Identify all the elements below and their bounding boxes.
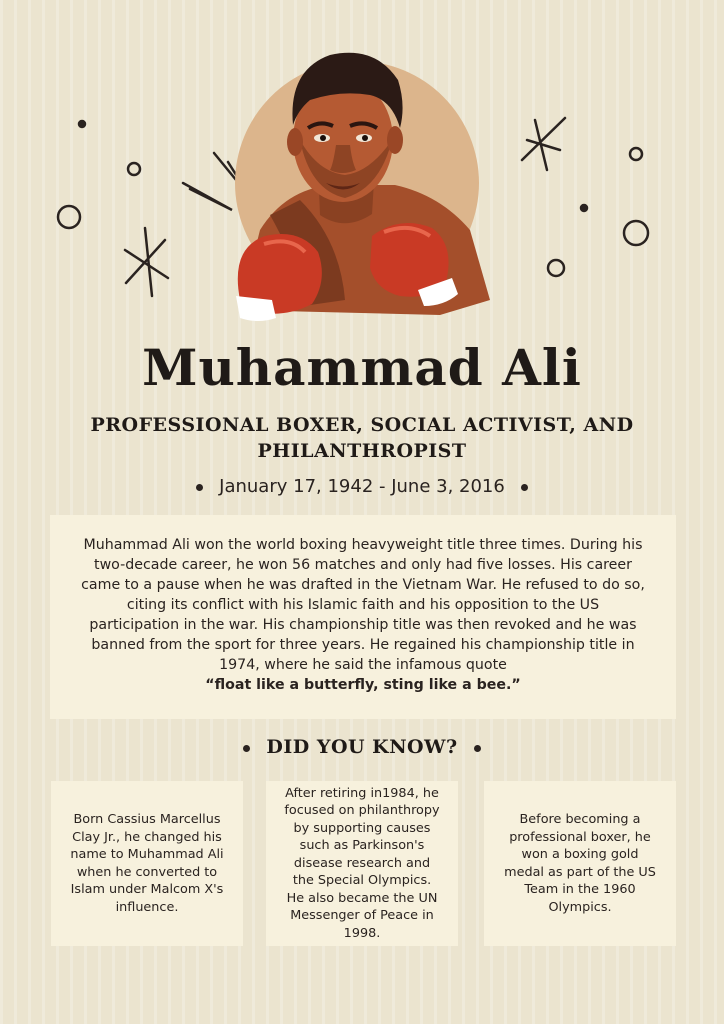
bullet-dot bbox=[196, 484, 203, 491]
person-title: PROFESSIONAL BOXER, SOCIAL ACTIVIST, AND PHILANTHROPIST bbox=[90, 414, 634, 462]
bullet-dot bbox=[243, 745, 250, 752]
fact-text: After retiring in1984, he focused on philanthropy by supporting causes such as Parkinson's disease research and the Special Olympics. He also became the UN Messenger of Peace in 1998. bbox=[284, 785, 440, 941]
did-you-know-heading: DID YOU KNOW? bbox=[266, 736, 458, 758]
bio-quote: “float like a butterfly, sting like a bee.” bbox=[205, 677, 521, 693]
fact-card-2 bbox=[266, 781, 458, 946]
person-name: Muhammad Ali bbox=[142, 338, 582, 397]
portrait-illustration bbox=[0, 0, 724, 340]
life-dates: January 17, 1942 - June 3, 2016 bbox=[219, 476, 505, 497]
fact-card-3 bbox=[484, 781, 676, 946]
did-you-know-heading-row bbox=[0, 736, 724, 758]
bullet-dot bbox=[521, 484, 528, 491]
fact-text: Before becoming a professional boxer, he won a boxing gold medal as part of the US Team in the 1960 Olympics. bbox=[504, 812, 656, 915]
life-dates-row bbox=[0, 476, 724, 497]
bio-card bbox=[50, 515, 676, 719]
fact-card-1 bbox=[51, 781, 243, 946]
fact-text: Born Cassius Marcellus Clay Jr., he changed his name to Muhammad Ali when he converted to Islam under Malcom X's influence. bbox=[70, 812, 224, 915]
bio-text: Muhammad Ali won the world boxing heavyweight title three times. During his two-decade career, he won 56 matches and only had five losses. His career came to a pause when he was drafted in the Vietnam War. He refused to do so, citing its conflict with his Islamic faith and his opposition to the US participation in the war. His championship title was then revoked and he was banned from the sport for three years. He regained his championship title in 1974, where he said the infamous quote bbox=[81, 537, 645, 673]
bullet-dot bbox=[474, 745, 481, 752]
